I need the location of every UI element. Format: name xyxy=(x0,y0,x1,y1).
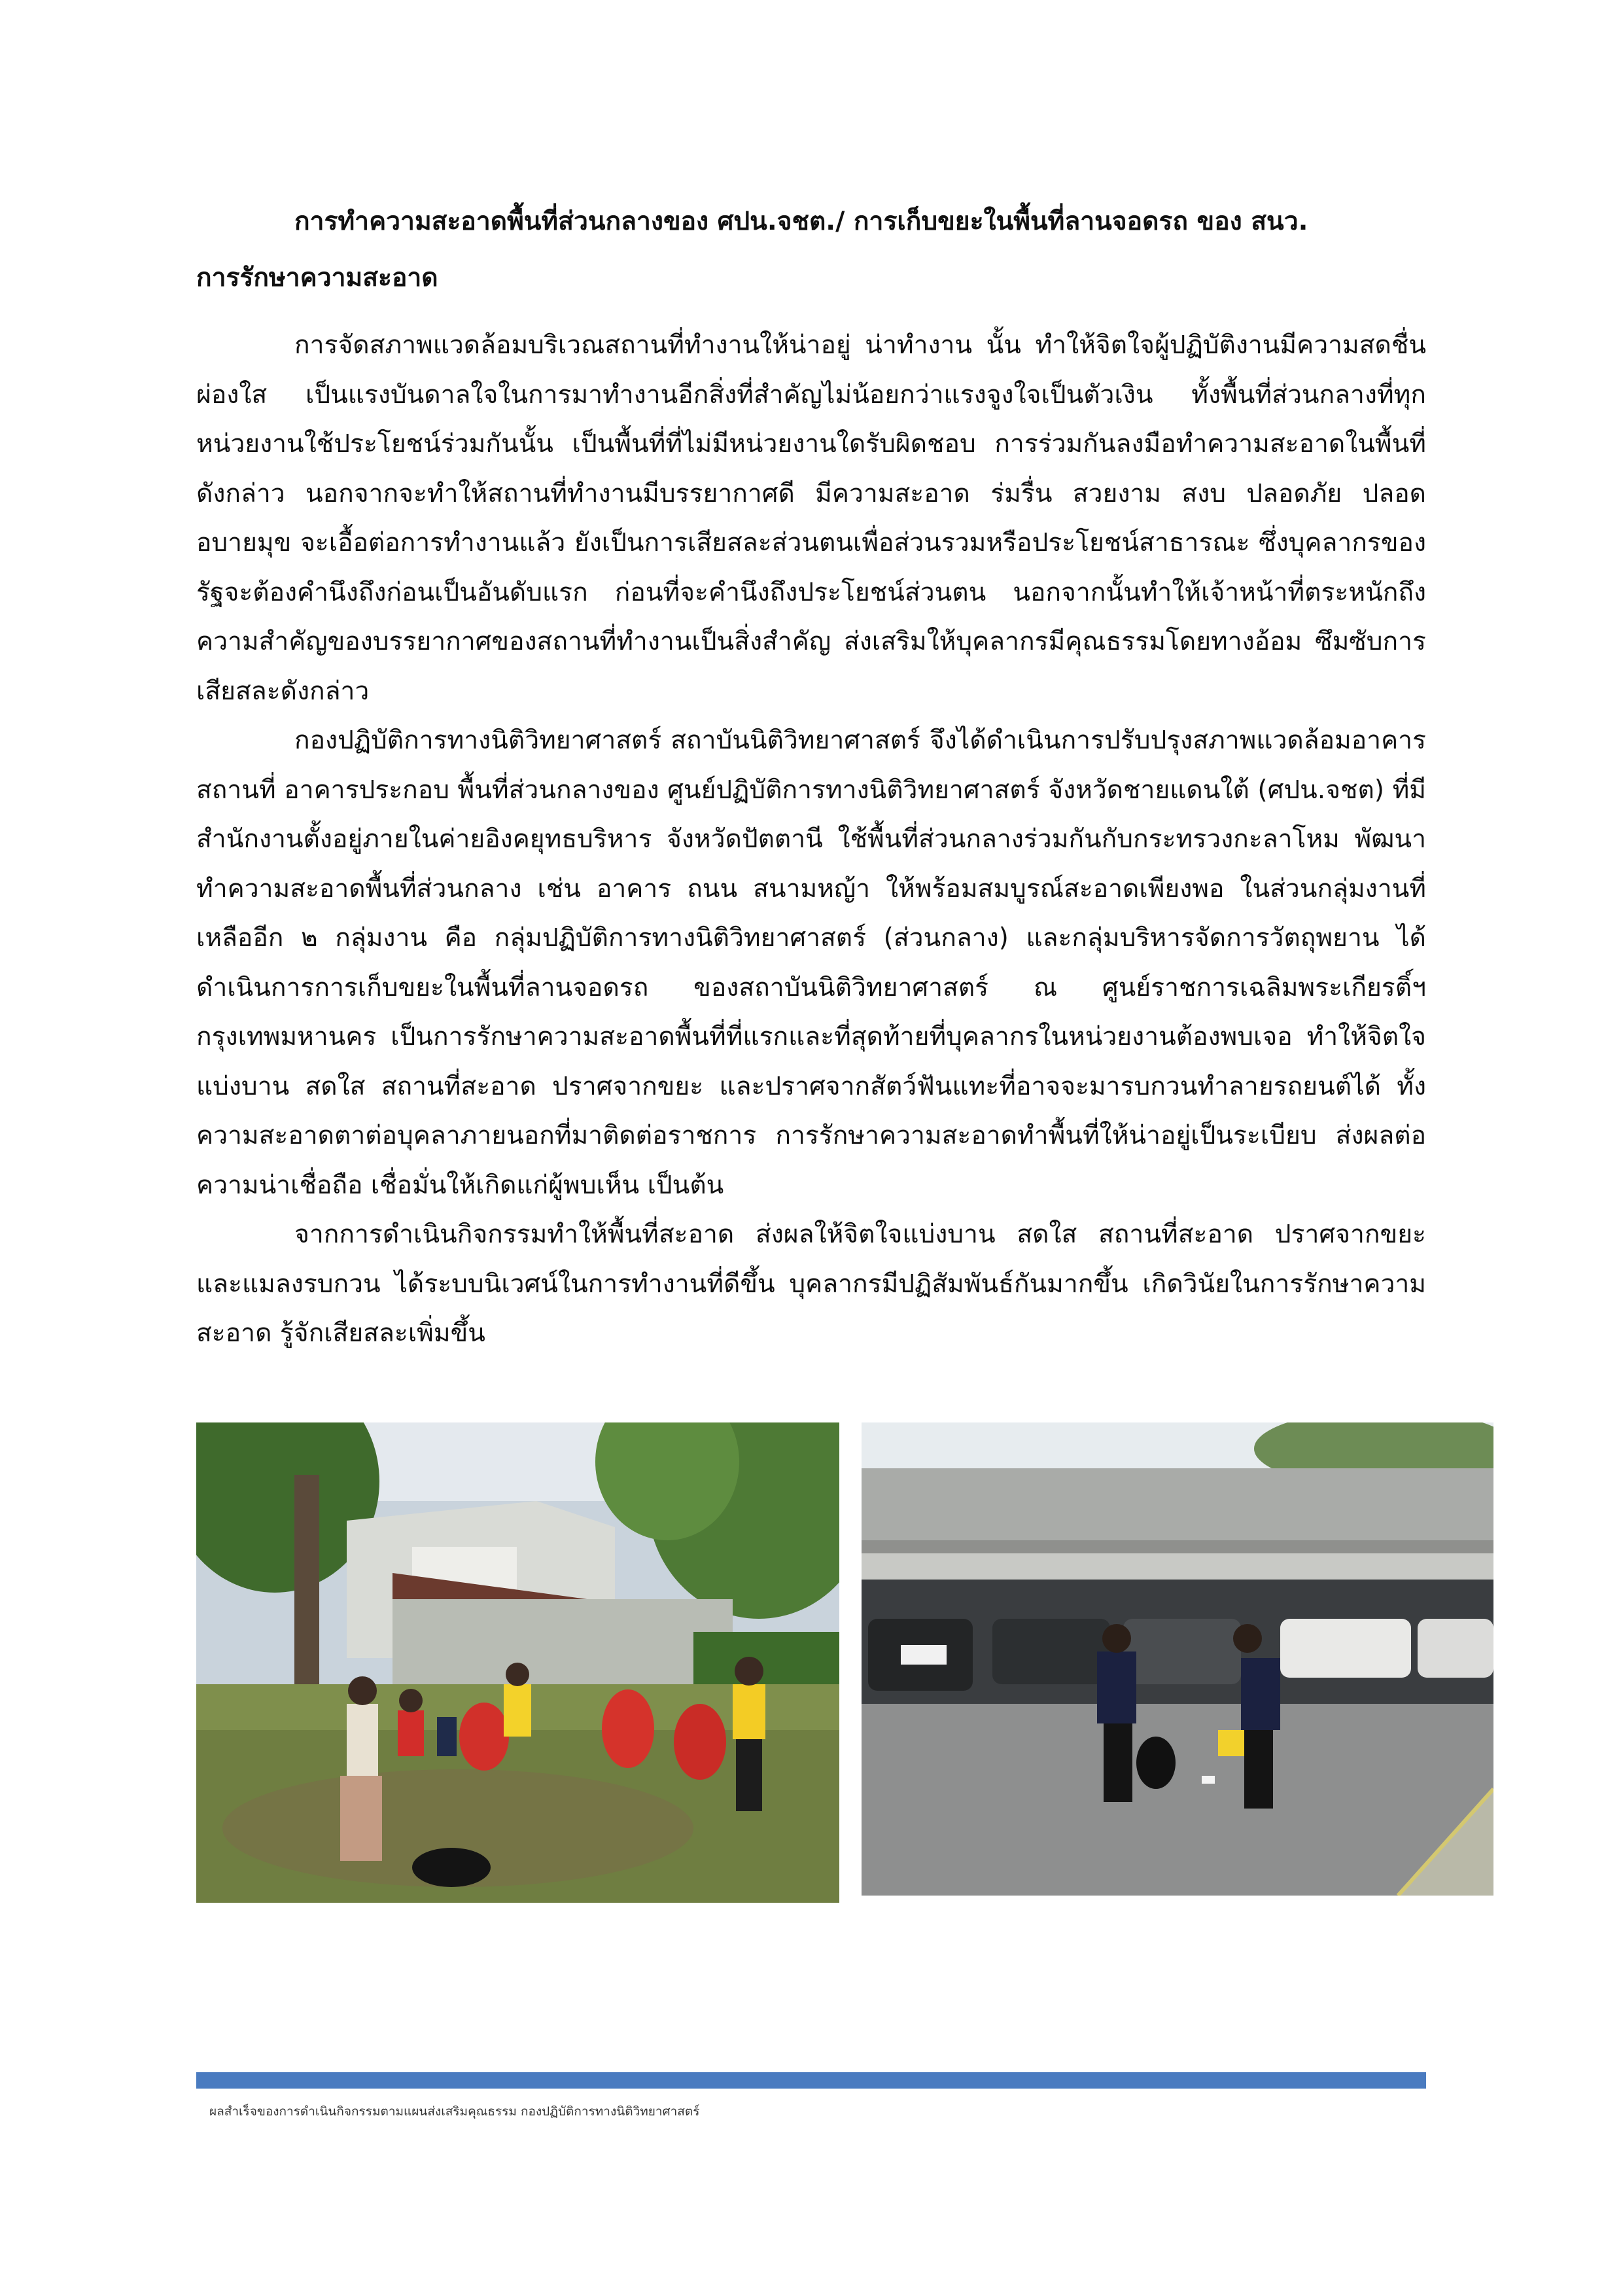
heading-line-1: การทำความสะอาดพื้นที่ส่วนกลางของ ศปน.จชต./ การเก็บขยะในพื้นที่ลานจอดรถ ของ สนว. xyxy=(294,207,1308,236)
footer-divider xyxy=(196,2072,1426,2089)
photo-outdoor-cleanup xyxy=(196,1422,839,1903)
photo-parking-cleanup xyxy=(862,1422,1493,1896)
outdoor-cleanup-illustration xyxy=(196,1422,839,1903)
parking-cleanup-illustration xyxy=(862,1422,1493,1896)
heading-line-2: การรักษาความสะอาด xyxy=(196,263,438,292)
document-heading xyxy=(196,194,1426,306)
document-body xyxy=(196,321,1426,1358)
paragraph-3: จากการดำเนินกิจกรรมทำให้พื้นที่สะอาด ส่งผลให้จิตใจแบ่งบาน สดใส สถานที่สะอาด ปราศจากขยะ และแมลงรบกวน ได้ระบบนิเวศน์ในการทำงานที่ดีขึ้น บุคลากรมีปฏิสัมพันธ์กันมากขึ้น เกิดวินัยในการรักษาความสะอาด รู้จักเสียสละเพิ่มขึ้น xyxy=(196,1220,1426,1348)
photo-row xyxy=(196,1422,1505,1903)
paragraph-2: กองปฏิบัติการทางนิติวิทยาศาสตร์ สถาบันนิติวิทยาศาสตร์ จึงได้ดำเนินการปรับปรุงสภาพแวดล้อมอาคารสถานที่ อาคารประกอบ พื้นที่ส่วนกลางของ ศูนย์ปฏิบัติการทางนิติวิทยาศาสตร์ จังหวัดชายแดนใต้ (ศปน.จชต) ที่มีสำนักงานตั้งอยู่ภายในค่ายอิงคยุทธบริหาร จังหวัดปัตตานี ใช้พื้นที่ส่วนกลางร่วมกันกับกระทรวงกะลาโหม พัฒนา ทำความสะอาดพื้นที่ส่วนกลาง เช่น อาคาร ถนน สนามหญ้า ให้พร้อมสมบูรณ์สะอาดเพียงพอ ในส่วนกลุ่มงานที่เหลืออีก ๒ กลุ่มงาน คือ กลุ่มปฏิบัติการทางนิติวิทยาศาสตร์ (ส่วนกลาง) และกลุ่มบริหารจัดการวัตถุพยาน ได้ดำเนินการการเก็บขยะในพื้นที่ลานจอดรถ ของสถาบันนิติวิทยาศาสตร์ ณ ศูนย์ราชการเฉลิมพระเกียรติ์ฯ กรุงเทพมหานคร เป็นการรักษาความสะอาดพื้นที่ที่แรกและที่สุดท้ายที่บุคลากรในหน่วยงานต้องพบเจอ ทำให้จิตใจแบ่งบาน สดใส สถานที่สะอาด ปราศจากขยะ และปราศจากสัตว์ฟันแทะที่อาจจะมารบกวนทำลายรถยนต์ได้ ทั้งความสะอาดตาต่อบุคลาภายนอกที่มาติดต่อราชการ การรักษาความสะอาดทำพื้นที่ให้น่าอยู่เป็นระเบียบ ส่งผลต่อความน่าเชื่อถือ เชื่อมั่นให้เกิดแก่ผู้พบเห็น เป็นต้น xyxy=(196,726,1426,1200)
paragraph-1: การจัดสภาพแวดล้อมบริเวณสถานที่ทำงานให้น่าอยู่ น่าทำงาน นั้น ทำให้จิตใจผู้ปฏิบัติงานมีความสดชื่น ผ่องใส เป็นแรงบันดาลใจในการมาทำงานอีกสิ่งที่สำคัญไม่น้อยกว่าแรงจูงใจเป็นตัวเงิน ทั้งพื้นที่ส่วนกลางที่ทุกหน่วยงานใช้ประโยชน์ร่วมกันนั้น เป็นพื้นที่ที่ไม่มีหน่วยงานใดรับผิดชอบ การร่วมกันลงมือทำความสะอาดในพื้นที่ดังกล่าว นอกจากจะทำให้สถานที่ทำงานมีบรรยากาศดี มีความสะอาด ร่มรื่น สวยงาม สงบ ปลอดภัย ปลอดอบายมุข จะเอื้อต่อการทำงานแล้ว ยังเป็นการเสียสละส่วนตนเพื่อส่วนรวมหรือประโยชน์สาธารณะ ซึ่งบุคลากรของรัฐจะต้องคำนึงถึงก่อนเป็นอันดับแรก ก่อนที่จะคำนึงถึงประโยชน์ส่วนตน นอกจากนั้นทำให้เจ้าหน้าที่ตระหนักถึงความสำคัญของบรรยากาศของสถานที่ทำงานเป็นสิ่งสำคัญ ส่งเสริมให้บุคลากรมีคุณธรรมโดยทางอ้อม ซึมซับการเสียสละดังกล่าว xyxy=(196,330,1426,706)
footer-caption: ผลสำเร็จของการดำเนินกิจกรรมตามแผนส่งเสริมคุณธรรม กองปฏิบัติการทางนิติวิทยาศาสตร์ xyxy=(209,2104,700,2119)
